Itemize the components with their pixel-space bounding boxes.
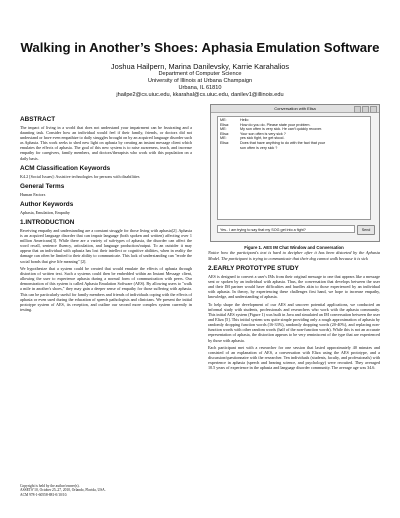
acm-text: K4.2 [Social Issues]: Assistive technologies for persons with disabilities (20, 173, 140, 179)
send-button[interactable]: Send (357, 225, 375, 235)
general-terms-text: Human Factors (20, 191, 46, 197)
chat-window-figure (210, 104, 380, 242)
footer-line-3: ACM 978-1-60558-881-0/10/10. (20, 492, 68, 497)
prototype-paragraph-3: Each participant met with a researcher for one session that lasted approximately 40 minutes and consisted of an explanation of AES, a conversation with Eliza using the AES prototype, and a discussion/questionnaire with the researcher. Ten individuals (students, faculty, and professionals) with experience in aphasia (speech and hearing science, and psychology) were recruited. They averaged 10.5 years of experience in the aphasia and language disorder community. The average age was 34.6. (208, 345, 380, 371)
intro-heading: 1.INTRODUCTION (20, 218, 75, 226)
general-terms-heading: General Terms (20, 182, 65, 190)
abstract-heading: ABSTRACT (20, 116, 56, 123)
figure-caption-text: Notice how the participant's text is hard to decipher after it has been distorted by the Aphasia Model. The participant is trying to communicate that their dog cannot walk because it is sick (208, 250, 380, 261)
footer-line-2: ASSETS’10, October 25–27, 2010, Orlando, Florida, USA. (20, 488, 106, 493)
prototype-paragraph-1: AES is designed to convert a user's IMs from their original message to one that appears like a message sent or spoken by an individual with aphasia. Thus, the conversation that develops between the user and their IM partner would have difficulties and hurdles akin to those experienced by an individual with aphasia. In theory, by experiencing these challenges first hand, we hope to increase empathy, knowledge, and understanding of aphasia. (208, 273, 380, 300)
chat-window-title: Conversation with Elisa (274, 106, 316, 111)
message-text: son often is very sick ? (240, 145, 278, 150)
intro-paragraph-1: Receiving empathy and understanding are a constant struggle for those living with aphasia[2]. Aphasia is an acquired language disorder that can impair language (both spoken and written) affecting over 1 million Americans[3]. While there are a variety of sub-types of aphasia, the disorder can affect the word recall, sentence fluency, articulation, and language production/output. To an outsider it may appear that an individual with aphasia has lost their intellect or cognitive abilities, when in reality the damage can often be limited to their ability to communicate. This lack of understanding can "erode the social bonds that give life meaning" [2]. (20, 227, 192, 264)
close-icon (370, 106, 377, 113)
intro-paragraph-2: We hypothesize that a system could be created that would emulate the effects of aphasia through distortion of written text. Such a systems could then be embedded within an Instant Message client, allowing the user to experience aphasia during a normal form of communication with peers. Our demonstration of this system is called Aphasia Emulation Software (AES). By allowing users to "walk a mile in another's shoes," they may gain a deeper sense of empathy for those suffering with aphasia. This can be particularly useful for family members and friends of individuals coping with the effects of aphasia or even used during the education of speech pathologists and clinicians. We present the initial prototype system of AES, its reception, and outline our second more complex system currently in testing. (20, 266, 192, 312)
keywords-heading: Author Keywords (20, 200, 74, 208)
author-university: University of Illinois at Urbana Champaign (147, 78, 253, 84)
paper-title: Walking in Another’s Shoes: Aphasia Emulation Software (20, 40, 380, 55)
author-names: Joshua Hailpern, Marina Danilevsky, Karrie Karahalios (110, 62, 290, 71)
message-sender (220, 146, 240, 151)
chat-message (220, 146, 368, 151)
message-sender: Elisa: (220, 122, 230, 127)
message-sender: Elisa: (220, 140, 230, 145)
author-emails: jhailpe2@cs.uiuc.edu, kkarahal@cs.uiuc.edu, danilev1@illinois.edu (116, 92, 284, 98)
footer-line-1: Copyright is held by the author/owner(s). (20, 484, 80, 488)
figure-caption-title: Figure 1. AES IM Chat Window and Conversation (244, 245, 344, 250)
right-column (208, 104, 380, 373)
message-text: My son often is very sick. He can't quickly recover. (240, 127, 323, 132)
message-text: yes sick fight, be get stood. (240, 136, 285, 141)
abstract-text: The impact of living in a world that does not understand your impairment can be frustrating and a daunting task. Consider how an individual would feel if their family, friends, or doctors did not understand or have even empathize to daily struggles brought on by an acquired language disorder such as Aphasia. This work seeks to shed new light on aphasia by creating an instant message client which emulates the effects of aphasia. The goal of this new system is to raise awareness, teach, and increase empathy for caregivers, family members, and doctors/therapists who work with this population on a daily basis. (20, 125, 192, 161)
message-text: How do you do. Please state your problem. (240, 122, 311, 127)
message-sender: ME: (220, 136, 227, 141)
chat-window-titlebar (211, 105, 379, 113)
author-block (20, 62, 380, 99)
prototype-paragraph-2: To help shape the development of our AES and uncover potential applications, we conducted an informal study with students, professionals and researchers who work with the aphasia community. This initial AES system (Figure 1) was built in Java and simulated an IM conversation between the user and Eliza [5]. This initial system was quite simple providing only a rough approximation of aphasia by randomly dropping function words (16-33%), randomly dropping words (20-40%), and replacing non-function words with other random words (half of the non-function words). While this is not an accurate representation of aphasia, the distortion appears to be very reminiscent of the type that are experienced by those with aphasia. (208, 301, 380, 343)
message-sender: ME: (220, 127, 227, 132)
minimize-icon (354, 106, 361, 113)
prototype-heading: 2.EARLY PROTOTYPE STUDY (208, 264, 299, 272)
message-input[interactable]: Yes.. I am trying to say that my SOG get into a fight? (217, 225, 355, 233)
message-text: Hello (240, 118, 249, 122)
copyright-footer (20, 484, 192, 497)
message-sender: ME: (220, 118, 227, 122)
message-sender: Elisa: (220, 131, 230, 136)
author-department: Department of Computer Science (158, 71, 242, 77)
left-column (20, 116, 192, 314)
maximize-icon (362, 106, 369, 113)
window-controls (354, 106, 377, 113)
acm-heading: ACM Classification Keywords (20, 164, 111, 172)
figure-caption (208, 245, 380, 261)
message-text: Your son often is very sick ? (240, 131, 286, 136)
message-text: Does that have anything to do with the fact that your (240, 140, 326, 145)
keywords-text: Aphasia, Emulation, Empathy (20, 209, 70, 215)
chat-log (217, 116, 371, 220)
author-city: Urbana, IL 61810 (178, 85, 222, 91)
